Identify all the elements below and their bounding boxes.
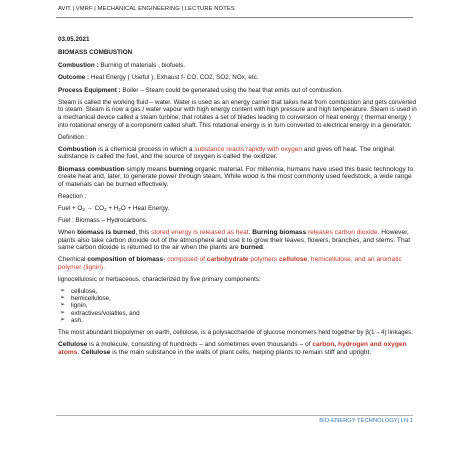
- ligno-line: lignocellulosic or herbaceous, characterized by five primary components:: [58, 275, 261, 283]
- page-header: AVIT | VMRF | MECHANICAL ENGINEERING | LECTURE NOTES: [58, 6, 235, 12]
- lecture-content: [58, 36, 418, 361]
- atoms-highlight: carbon, hydrogen and oxygen atoms: [58, 341, 407, 356]
- cellulose-text-2: .: [77, 348, 82, 356]
- burned-period: .: [262, 244, 265, 252]
- def-highlight: substance reacts rapidly with oxygen: [194, 145, 303, 153]
- burned-term: biomass is burned: [77, 229, 136, 237]
- fuel-line: Fuel : Biomass – Hydrocarbons.: [58, 216, 148, 224]
- cellulose-term: cellulose: [279, 256, 308, 264]
- arrow-bullet-icon: ➢: [60, 309, 66, 316]
- reaction-part-b: → CO: [84, 204, 105, 212]
- component-label: ash.: [71, 316, 83, 324]
- combustion-line: [58, 62, 418, 70]
- biomass-text-1: simply means: [124, 165, 169, 173]
- composition-term: composition of biomass: [87, 256, 164, 264]
- biomass-term: Biomass combustion: [58, 165, 125, 173]
- lecture-date: 03.05.2021: [58, 36, 90, 43]
- reaction-sub-2: 2: [104, 206, 107, 212]
- arrow-bullet-icon: ➢: [60, 316, 66, 323]
- composition-text-1: Chemical: [58, 256, 88, 264]
- arrow-bullet-icon: ➢: [60, 288, 66, 295]
- component-label: lignin,: [71, 302, 88, 310]
- outcome-text: Heat Energy ( Useful ), Exhaust f- CO, CO2, SO2, NOx, etc.: [89, 74, 259, 82]
- cellulose-term-2: Cellulose: [81, 348, 111, 356]
- biomass-combustion-paragraph: [58, 166, 418, 189]
- cellulose-term-1: Cellulose: [58, 341, 88, 349]
- abundant-paragraph: The most abundant biopolymer on earth, cellulose, is a polysaccharide of glucose monomers held together by β(1→4) linkages.: [58, 329, 414, 337]
- biomass-text-2: organic material. For millennia, humans have used this basic technology to create heat and, later, to generate power through steam. While wood is the most commonly used feedstock, a wide range of materials can be burned effectively.: [58, 165, 414, 188]
- def-text-2: and gives off heat. The original substance is called the fuel, and the source of oxygen is called the oxidizer.: [58, 145, 394, 161]
- def-text-1: is a chemical process in which a: [96, 145, 195, 153]
- outcome-label: Outcome :: [58, 74, 90, 82]
- list-item: [58, 295, 418, 302]
- components-list: [58, 288, 418, 324]
- list-item: [58, 288, 418, 295]
- releases-co2-highlight: releases carbon dioxide: [307, 229, 378, 237]
- reaction-sub-1: 2: [82, 206, 85, 212]
- footer-divider: [56, 415, 413, 416]
- component-label: cellulose,: [71, 288, 98, 296]
- arrow-bullet-icon: ➢: [60, 302, 66, 309]
- cellulose-text-3: is the main substance in the walls of plant cells, helping plants to remain stiff and upright.: [110, 348, 372, 356]
- burned-text-2: , this: [135, 229, 152, 237]
- cellulose-paragraph: [58, 341, 418, 356]
- list-item: [58, 317, 418, 324]
- def-term: Combustion: [58, 145, 97, 153]
- burned-text-1: When: [58, 229, 78, 237]
- combustion-definition: [58, 146, 418, 161]
- definition-label: Definition :: [58, 133, 88, 141]
- carbohydrate-term: carbohydrate: [206, 256, 249, 264]
- composition-paragraph: [58, 256, 418, 271]
- reaction-part-d: O + Heat Energy.: [120, 204, 170, 212]
- polymers-text: polymers: [248, 256, 279, 264]
- reaction-part-c: + H: [106, 204, 119, 212]
- component-label: extractives/volatiles, and: [71, 309, 140, 317]
- burned-text-3: .: [248, 229, 253, 237]
- reaction-sub-3: 2: [118, 206, 121, 212]
- steam-paragraph: Steam is called the working fluid – water. Water is used as an energy carrier that takes heat from combustion and gets converted to steam. Steam is now a gas / water vapour with high energy content with high pressure and high temperature. Steam is used in a mechanical device called a steam turbine, that rotates a set of blades leading to conversion of heat energy ( thermal energy ) into rotational energy of a component called shaft. This rotational energy is in turn converted to electrical energy in a generator.: [58, 98, 417, 129]
- header-divider: [56, 17, 413, 18]
- reaction-part-a: Fuel + O: [58, 204, 83, 212]
- cellulose-text-1: is a molecule, consisting of hundreds – and sometimes even thousands – of: [87, 341, 313, 349]
- burning-biomass-term: Burning biomass: [252, 229, 307, 237]
- process-line: [58, 87, 418, 95]
- process-label: Process Equipment :: [58, 86, 121, 94]
- arrow-bullet-icon: ➢: [60, 295, 66, 302]
- combustion-text: Burning of materials , biofuels.: [98, 62, 186, 70]
- list-item: [58, 310, 418, 317]
- process-text: Boiler – Steam could be generated using the heat that emits out of combustion.: [120, 86, 343, 94]
- burning-term: burning: [168, 165, 194, 173]
- stored-energy-highlight: stored energy is released as heat: [151, 229, 249, 237]
- list-item: [58, 302, 418, 309]
- component-label: hemicellulose,: [71, 295, 111, 303]
- composition-text-3: , hemicellulose, and an aromatic polymer (lignin).: [58, 256, 402, 271]
- burned-text-4: . However, plants also take carbon dioxide out of the atmosphere and use it to grow their leaves, flowers, branches, and stems. That same carbon dioxide is returned to the air when the plants are: [58, 229, 411, 252]
- lecture-title: BIOMASS COMBUSTION: [58, 48, 133, 56]
- reaction-equation: [58, 205, 418, 213]
- reaction-label: Reaction :: [58, 192, 87, 200]
- page-footer: BIO-ENERGY TECHNOLOGY| LN 1: [319, 418, 413, 424]
- combustion-label: Combustion :: [58, 62, 99, 70]
- outcome-line: [58, 74, 418, 82]
- burned-final-term: burned: [240, 244, 263, 252]
- burned-paragraph: [58, 229, 418, 252]
- composition-text-2: - composed of: [163, 256, 207, 264]
